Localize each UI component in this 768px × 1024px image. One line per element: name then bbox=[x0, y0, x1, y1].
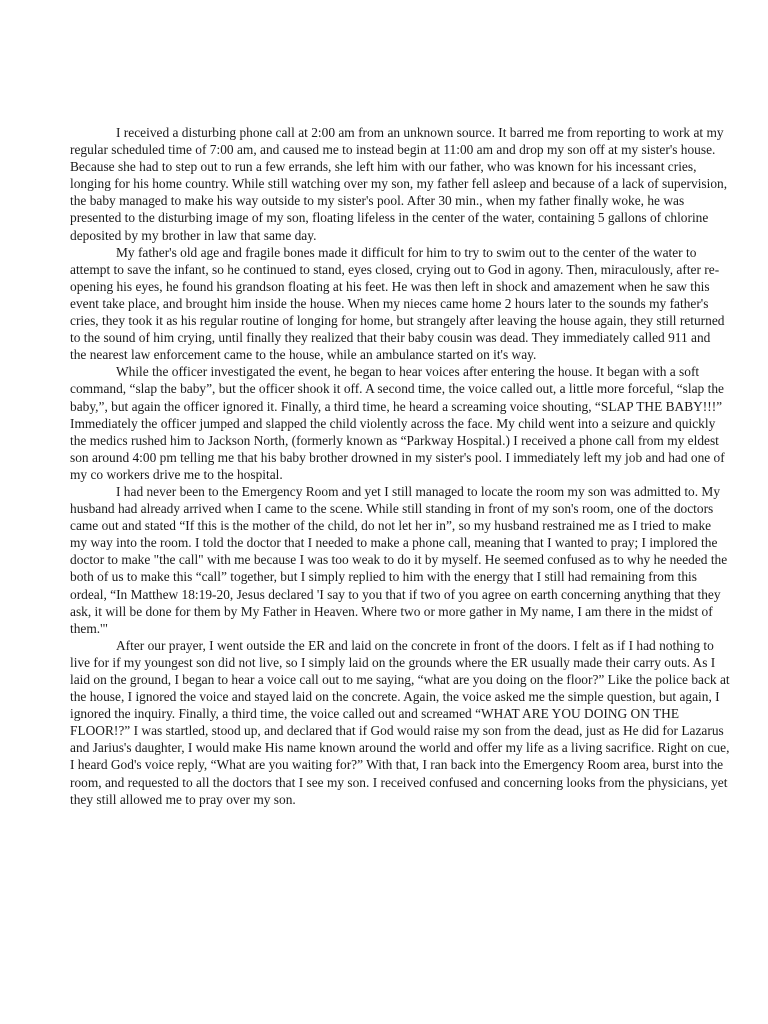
document-page bbox=[70, 124, 730, 808]
paragraph-2: My father's old age and fragile bones made it difficult for him to try to swim out to the center of the water to attempt to save the infant, so he continued to stand, eyes closed, crying out to God in agony. Then, miraculously, after re-opening his eyes, he found his grandson floating at his feet. He was then left in shock and amazement when he saw this event take place, and brought him inside the house. When my nieces came home 2 hours later to the sounds my father's cries, they took it as his regular routine of longing for home, but strangely after leaving the house again, they still returned to the sound of him crying, until finally they realized that their baby cousin was dead. They immediately called 911 and the nearest law enforcement came to the house, while an ambulance started on it's way. bbox=[70, 244, 725, 363]
paragraph-5: After our prayer, I went outside the ER and laid on the concrete in front of the doors. I felt as if I had nothing to live for if my youngest son did not live, so I simply laid on the grounds where the ER usually made their carry outs. As I laid on the ground, I began to hear a voice call out to me saying, “what are you doing on the floor?” Like the police back at the house, I ignored the voice and stayed laid on the concrete. Again, the voice asked me the simple question, but again, I ignored the inquiry. Finally, a third time, the voice called out and screamed “WHAT ARE YOU DOING ON THE FLOOR!?” I was startled, stood up, and declared that if God would raise my son from the dead, just as He did for Lazarus and Jarius's daughter, I would make His name known around the world and offer my life as a living sacrifice. Right on cue, I heard God's voice reply, “What are you waiting for?” With that, I ran back into the Emergency Room area, burst into the room, and requested to all the doctors that I see my son. I received confused and concerning looks from the physicians, yet they still allowed me to pray over my son. bbox=[70, 637, 730, 807]
paragraph-1: I received a disturbing phone call at 2:00 am from an unknown source. It barred me from reporting to work at my regular scheduled time of 7:00 am, and caused me to instead begin at 11:00 am and drop my son off at my sister's house. Because she had to step out to run a few errands, she left him with our father, who was known for his incessant cries, longing for his home country. While still watching over my son, my father fell asleep and because of a lack of supervision, the baby managed to make his way outside to my sister's pool. After 30 min., when my father finally woke, he was presented to the disturbing image of my son, floating lifeless in the center of the water, containing 5 gallons of chlorine deposited by my brother in law that same day. bbox=[70, 125, 728, 243]
paragraph-4: I had never been to the Emergency Room and yet I still managed to locate the room my son was admitted to. My husband had already arrived when I came to the scene. While still standing in front of my son's room, one of the doctors came out and stated “If this is the mother of the child, do not let her in”, so my husband restrained me as I tried to make my way into the room. I told the doctor that I needed to make a phone call, meaning that I wanted to pray; I implored the doctor to make "the call" with me because I was too weak to do it by myself. He seemed confused as to why he needed the both of us to make this “call” together, but I simply replied to him with the energy that I still had remaining from this ordeal, “In Matthew 18:19-20, Jesus declared 'I say to you that if two of you agree on earth concerning anything that they ask, it will be done for them by My Father in Heaven. Where two or more gather in My name, I am there in the midst of them.'" bbox=[70, 483, 728, 636]
paragraph-3: While the officer investigated the event, he began to hear voices after entering the house. It began with a soft command, “slap the baby”, but the officer shook it off. A second time, the voice called out, a little more forceful, “slap the baby,”, but again the officer ignored it. Finally, a third time, he heard a screaming voice shouting, “SLAP THE BABY!!!” Immediately the officer jumped and slapped the child violently across the face. My child went into a seizure and quickly the medics rushed him to Jackson North, (formerly known as “Parkway Hospital.) I received a phone call from my eldest son around 4:00 pm telling me that his baby brother drowned in my sister's pool. I immediately left my job and had one of my co workers drive me to the hospital. bbox=[70, 364, 725, 482]
